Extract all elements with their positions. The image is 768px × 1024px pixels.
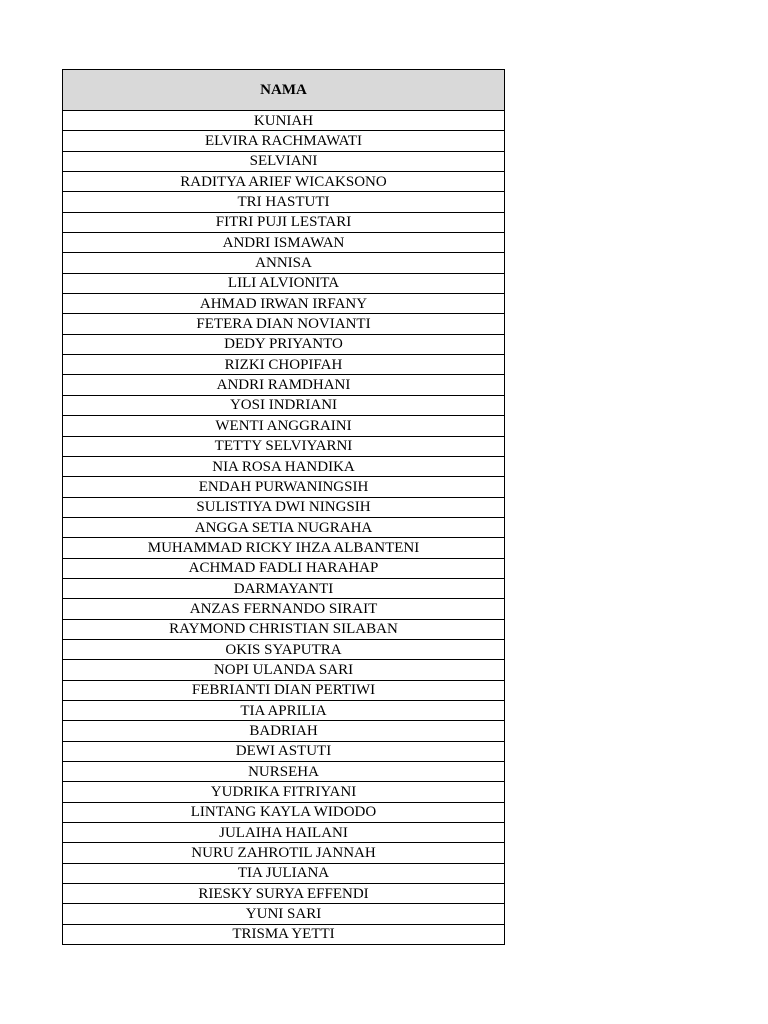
table-row [63, 823, 505, 843]
table-row [63, 782, 505, 802]
table-header-row [63, 70, 505, 111]
name-cell: TIA APRILIA [63, 700, 505, 720]
table-row [63, 151, 505, 171]
table-row [63, 477, 505, 497]
table-row [63, 436, 505, 456]
name-cell: FETERA DIAN NOVIANTI [63, 314, 505, 334]
table-row [63, 355, 505, 375]
name-cell: WENTI ANGGRAINI [63, 416, 505, 436]
name-cell: ELVIRA RACHMAWATI [63, 131, 505, 151]
name-cell: KUNIAH [63, 111, 505, 131]
table-row [63, 700, 505, 720]
table-row [63, 680, 505, 700]
table-row [63, 111, 505, 131]
name-list-sheet [62, 69, 505, 945]
name-cell: NOPI ULANDA SARI [63, 660, 505, 680]
column-header-nama: NAMA [63, 70, 505, 111]
table-row [63, 558, 505, 578]
name-cell: DEDY PRIYANTO [63, 334, 505, 354]
table-row [63, 924, 505, 944]
name-cell: ACHMAD FADLI HARAHAP [63, 558, 505, 578]
table-row [63, 416, 505, 436]
table-row [63, 375, 505, 395]
name-cell: LINTANG KAYLA WIDODO [63, 802, 505, 822]
name-cell: ANNISA [63, 253, 505, 273]
table-row [63, 192, 505, 212]
table-row [63, 660, 505, 680]
name-cell: YOSI INDRIANI [63, 395, 505, 415]
table-row [63, 884, 505, 904]
name-cell: RAYMOND CHRISTIAN SILABAN [63, 619, 505, 639]
table-row [63, 334, 505, 354]
name-cell: NURU ZAHROTIL JANNAH [63, 843, 505, 863]
table-row [63, 497, 505, 517]
table-row [63, 131, 505, 151]
table-row [63, 843, 505, 863]
name-cell: YUNI SARI [63, 904, 505, 924]
table-row [63, 273, 505, 293]
table-row [63, 578, 505, 598]
table-row [63, 639, 505, 659]
name-cell: TRISMA YETTI [63, 924, 505, 944]
name-cell: MUHAMMAD RICKY IHZA ALBANTENI [63, 538, 505, 558]
name-cell: RIESKY SURYA EFFENDI [63, 884, 505, 904]
name-cell: YUDRIKA FITRIYANI [63, 782, 505, 802]
name-cell: ANGGA SETIA NUGRAHA [63, 517, 505, 537]
table-row [63, 517, 505, 537]
name-cell: RADITYA ARIEF WICAKSONO [63, 172, 505, 192]
table-row [63, 172, 505, 192]
name-cell: AHMAD IRWAN IRFANY [63, 294, 505, 314]
name-cell: OKIS SYAPUTRA [63, 639, 505, 659]
name-cell: TRI HASTUTI [63, 192, 505, 212]
table-row [63, 721, 505, 741]
name-cell: BADRIAH [63, 721, 505, 741]
name-cell: DEWI ASTUTI [63, 741, 505, 761]
name-cell: ANZAS FERNANDO SIRAIT [63, 599, 505, 619]
table-row [63, 456, 505, 476]
name-cell: JULAIHA HAILANI [63, 823, 505, 843]
table-row [63, 863, 505, 883]
table-row [63, 253, 505, 273]
table-row [63, 538, 505, 558]
table-row [63, 294, 505, 314]
table-row [63, 802, 505, 822]
name-cell: NURSEHA [63, 762, 505, 782]
table-row [63, 212, 505, 232]
table-row [63, 314, 505, 334]
table-row [63, 233, 505, 253]
name-cell: ANDRI ISMAWAN [63, 233, 505, 253]
table-row [63, 395, 505, 415]
name-cell: FITRI PUJI LESTARI [63, 212, 505, 232]
name-cell: SELVIANI [63, 151, 505, 171]
name-cell: ENDAH PURWANINGSIH [63, 477, 505, 497]
table-row [63, 619, 505, 639]
name-cell: DARMAYANTI [63, 578, 505, 598]
table-row [63, 762, 505, 782]
name-cell: NIA ROSA HANDIKA [63, 456, 505, 476]
name-cell: ANDRI RAMDHANI [63, 375, 505, 395]
name-cell: TETTY SELVIYARNI [63, 436, 505, 456]
table-row [63, 904, 505, 924]
name-cell: LILI ALVIONITA [63, 273, 505, 293]
name-cell: RIZKI CHOPIFAH [63, 355, 505, 375]
name-cell: SULISTIYA DWI NINGSIH [63, 497, 505, 517]
name-table [62, 69, 505, 945]
table-row [63, 741, 505, 761]
table-body [63, 111, 505, 945]
table-row [63, 599, 505, 619]
name-cell: TIA JULIANA [63, 863, 505, 883]
name-cell: FEBRIANTI DIAN PERTIWI [63, 680, 505, 700]
